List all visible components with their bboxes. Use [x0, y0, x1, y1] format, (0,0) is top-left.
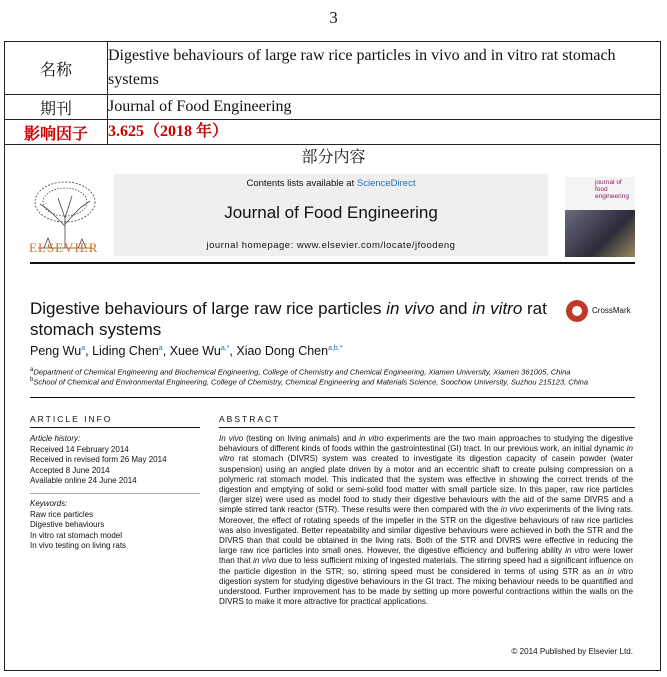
contents-prefix: Contents lists available at	[246, 178, 357, 189]
author: Xiao Dong Chen	[236, 344, 329, 358]
header-rule	[30, 262, 635, 264]
name-label: 名称	[5, 42, 108, 95]
keyword: Raw rice particles	[30, 509, 94, 519]
history-item: Accepted 8 June 2014	[30, 465, 110, 475]
journal-value: Journal of Food Engineering	[108, 95, 661, 120]
author: Xuee Wu	[169, 344, 221, 358]
affiliation-b: $^b$School of Chemical and Environmental Engineering, College of Chemistry, Chemical Engineering and Materials Science, Soochow University, Suzhou 215123, China	[30, 377, 589, 387]
journal-homepage[interactable]: journal homepage: www.elsevier.com/locate/jfoodeng	[206, 240, 456, 251]
divider	[30, 397, 635, 398]
author: Liding Chen	[92, 344, 159, 358]
name-value: Digestive behaviours of large raw rice particles in vivo and in vitro rat stomach systems	[108, 42, 661, 95]
keyword: In vitro rat stomach model	[30, 530, 123, 540]
journal-cover	[565, 177, 635, 257]
crossmark-icon[interactable]	[566, 300, 588, 322]
impact-factor-value: 3.625（2018 年）	[108, 120, 661, 145]
author: Peng Wu	[30, 344, 82, 358]
copyright: © 2014 Published by Elsevier Ltd.	[511, 647, 633, 656]
journal-label: 期刊	[5, 95, 108, 120]
sciencedirect-link[interactable]: ScienceDirect	[356, 178, 416, 189]
keyword: In vivo testing on living rats	[30, 541, 127, 550]
divider	[219, 427, 635, 428]
cover-title: journal of food engineering	[595, 179, 629, 200]
keyword: Digestive behaviours	[30, 520, 105, 529]
keywords: Keywords: Raw rice particles Digestive behaviours In vitro rat stomach model In vivo testing on living rats	[30, 499, 200, 552]
impact-factor-label: 影响因子	[5, 120, 108, 145]
divider	[30, 427, 200, 428]
article-history: Article history: Received 14 February 2014 Received in revised form 26 May 2014 Accepted 8 June 2014 Available online 24 June 2014	[30, 434, 200, 487]
history-item: Available online 24 June 2014	[30, 476, 137, 485]
divider	[30, 493, 200, 494]
abstract-text: In vivo (testing on living animals) and in vitro experiments are the two main approaches to studying the digestive behaviours of different kinds of foods within the gastrointestinal (GI) tract. In our previous work, an initial dynamic in vitro rat stomach (DIVRS) system was created to investigate its digestion capacity of casein powder (water suspension) using an angled plate driven by a motor and an eccentric shaft to create pulsing compression on a polymeric rat stomach model. This indicated that the system was effective in showing the correct trends of the digestion and emptying of solid or semi-solid food matter with small particle size. In this paper, raw rice particles (larger size) were used as model food to study their digestive behaviours with the aid of the same DIVRS and a simple stirred tank reactor (STR). These results were then compared with the in vivo experiments of the living rats. Moreover, the effect of rotating speeds of the impeller in the STR on the digestive behaviours of raw rice particles was also investigated. Better repeatability and similar digestive behaviours were achieved in both the STR and the DIVRS than that could be obtained in the living rats. Both of the STR and DIVRS were effective in reducing the large raw rice particles into small ones. However, the digestive efficiency and buffering ability in vitro were lower than that in vivo due to less sufficient mixing of ingested materials. The stirring speed had a significant influence on the particle digestion in the STR; so, stirring speed must be considered in terms of using STR as an in vitro digestion system for studying digestive behaviours in the GI tract. The mixing behaviour needs to be quantified and understood. Further improvement has to be made by setting up more powerful contractions within the walls on the DIVRS to make it more attractive for practical applications.	[219, 434, 634, 607]
info-table	[4, 41, 661, 145]
contents-line	[114, 178, 548, 189]
article-title: Digestive behaviours of large raw rice particles in vivo and in vitro rat stomach systems	[30, 299, 547, 339]
abstract-heading: ABSTRACT	[219, 414, 281, 424]
crossmark-label[interactable]: CrossMark	[592, 306, 631, 315]
history-item: Received in revised form 26 May 2014	[30, 455, 167, 464]
excerpt-title: 部分内容	[301, 149, 366, 166]
article-info-heading: ARTICLE INFO	[30, 414, 113, 424]
journal-name: Journal of Food Engineering	[224, 203, 438, 222]
page-number: 3	[329, 8, 338, 27]
affiliation-a: $^a$Department of Chemical Engineering and Biochemical Engineering, College of Chemistry and Chemical Engineering, Xiamen University, Xiamen 361005, China	[30, 367, 571, 377]
author-list: Peng Wu$^a$, Liding Chen$^a$, Xuee $Wu^{a,*}$, Xiao Dong Chen$^{a,b,*}$	[30, 344, 343, 358]
elsevier-wordmark: ELSEVIER	[29, 240, 99, 255]
history-item: Received 14 February 2014	[30, 444, 129, 454]
